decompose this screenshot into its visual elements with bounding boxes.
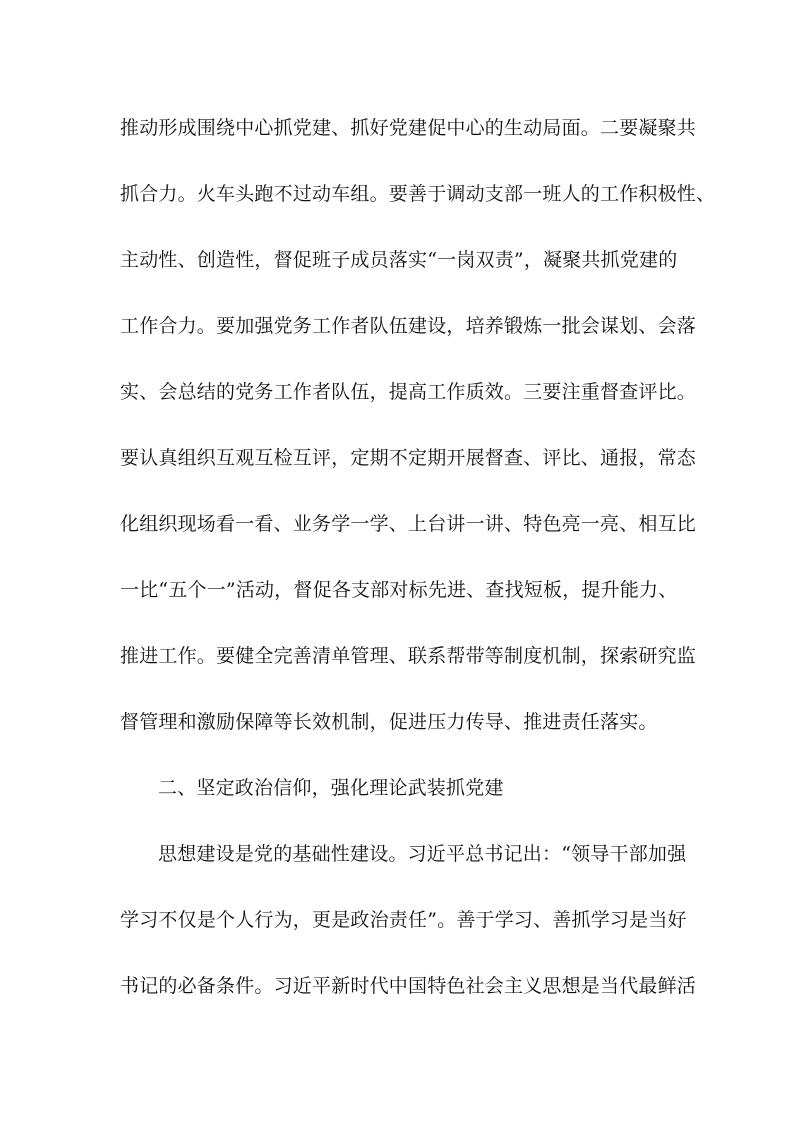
body-text-line: 督管理和激励保障等长效机制，促进压力传导、推进责任落实。 [120, 711, 658, 733]
body-text-line: 推进工作。要健全完善清单管理、联系帮带等制度机制，探索研究监 [120, 645, 697, 667]
body-text-line: 要认真组织互观互检互评，定期不定期开展督查、评比、通报，常态 [120, 447, 697, 469]
body-text-line: 主动性、创造性，督促班子成员落实“一岗双责”，凝聚共抓党建的 [120, 249, 678, 271]
body-text-line: 工作合力。要加强党务工作者队伍建设，培养锻炼一批会谋划、会落 [120, 315, 697, 337]
body-text-line: 实、会总结的党务工作者队伍，提高工作质效。三要注重督查评比。 [120, 381, 697, 403]
body-text-line: 化组织现场看一看、业务学一学、上台讲一讲、特色亮一亮、相互比 [120, 513, 697, 535]
body-text-line: 书记的必备条件。习近平新时代中国特色社会主义思想是当代最鲜活 [120, 975, 697, 997]
body-text-line: 学习不仅是个人行为，更是政治责任”。善于学习、善抓学习是当好 [120, 909, 687, 931]
body-text-line: 一比“五个一”活动，督促各支部对标先进、查找短板，提升能力、 [120, 579, 678, 601]
section-heading: 二、坚定政治信仰，强化理论武装抓党建 [158, 777, 504, 799]
body-text-line: 思想建设是党的基础性建设。习近平总书记出：“领导干部加强 [158, 843, 687, 865]
body-text-line: 推动形成围绕中心抓党建、抓好党建促中心的生动局面。二要凝聚共 [120, 117, 697, 139]
body-text-line: 抓合力。火车头跑不过动车组。要善于调动支部一班人的工作积极性、 [120, 183, 716, 205]
